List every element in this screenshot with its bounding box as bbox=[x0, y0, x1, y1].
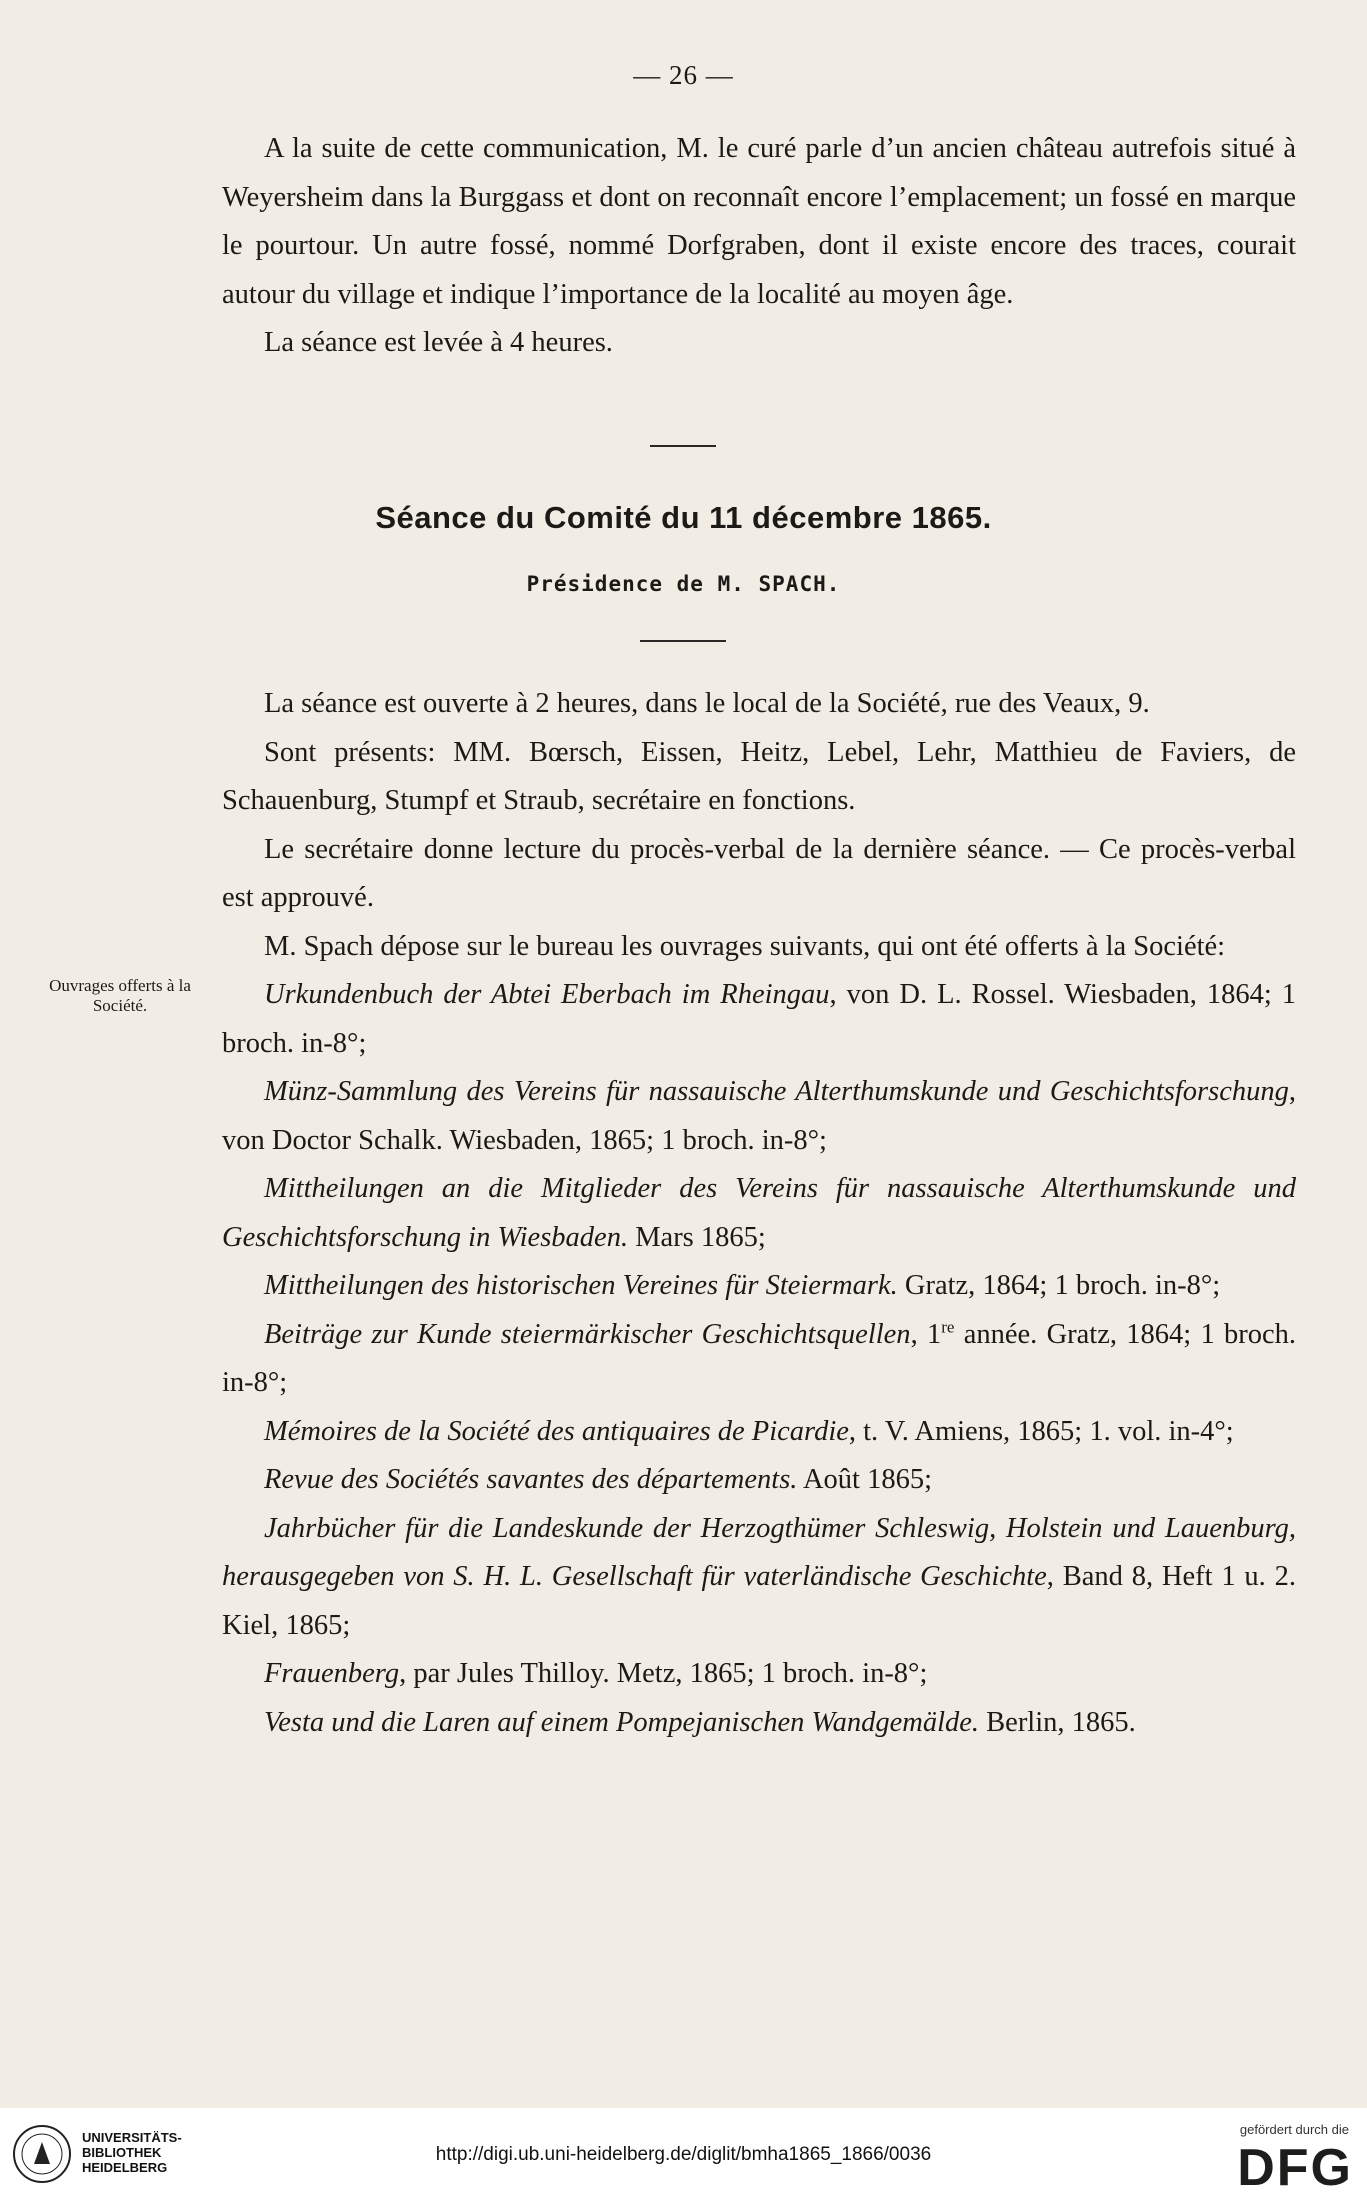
work-title: Urkundenbuch der Abtei Eberbach im Rheingau bbox=[264, 979, 830, 1010]
work-entry bbox=[222, 1505, 1296, 1651]
page-number: — 26 — bbox=[633, 60, 734, 90]
work-details: , von D. L. Rossel. Wiesbaden, 1864; 1 broch. in-8°; bbox=[222, 979, 1296, 1059]
digitization-footer bbox=[0, 2108, 1367, 2205]
university-line-2: BIBLIOTHEK bbox=[82, 2145, 162, 2160]
intro-paragraph-1: A la suite de cette communication, M. le curé parle d’un ancien château autrefois situé à Weyersheim dans la Burggass et dont on reconnaît encore l’emplacement; un fossé en marque le pourtour. Un autre fossé, nommé Dorfgraben, dont il existe encore des traces, courait autour du village et indique l’importance de la localité au moyen âge. bbox=[222, 133, 1296, 310]
superscript: re bbox=[941, 1317, 955, 1336]
work-title: Vesta und die Laren auf einem Pompejanischen Wandgemälde. bbox=[264, 1706, 980, 1738]
minutes-text bbox=[222, 680, 1296, 1747]
work-details: Août 1865; bbox=[797, 1464, 933, 1495]
work-details: année. Gratz, 1864; 1 broch. in-8°; bbox=[222, 1318, 1296, 1398]
source-url[interactable]: http://digi.ub.uni-heidelberg.de/diglit/bmha1865_1866/0036 bbox=[435, 2144, 932, 2165]
sponsor-caption: gefördert durch die bbox=[1239, 2122, 1349, 2137]
work-entry bbox=[222, 1262, 1296, 1311]
work-entry bbox=[222, 1165, 1296, 1262]
work-entry bbox=[222, 1311, 1296, 1408]
work-title: Mémoires de la Société des antiquaires de Picardie bbox=[264, 1415, 849, 1447]
work-title: Mittheilungen an die Mitglieder des Vereins für nassauische Alterthumskunde und Geschichtsforschung in Wiesbaden. bbox=[222, 1173, 1296, 1253]
separator-rule bbox=[650, 445, 716, 447]
university-line-3: HEIDELBERG bbox=[82, 2160, 168, 2175]
intro-text bbox=[222, 125, 1296, 368]
work-details: Mars 1865; bbox=[628, 1221, 766, 1253]
body-paragraph-3: Le secrétaire donne lecture du procès-verbal de la dernière séance. — Ce procès-verbal est approuvé. bbox=[222, 833, 1296, 913]
dfg-logo: DFG bbox=[1237, 2139, 1353, 2197]
intro-paragraph-2: La séance est levée à 4 heures. bbox=[264, 327, 613, 358]
work-title: Beiträge zur Kunde steiermärkischer Geschichtsquellen bbox=[264, 1318, 911, 1350]
work-title: Mittheilungen des historischen Vereines für Steiermark. bbox=[264, 1270, 898, 1301]
university-line-1: UNIVERSITÄTS- bbox=[82, 2130, 182, 2145]
work-entry bbox=[222, 1408, 1296, 1457]
presidence-line: Présidence de M. SPACH. bbox=[526, 572, 841, 596]
work-title: Jahrbücher für die Landeskunde der Herzogthümer Schleswig, Holstein und Lauenburg, herausgegeben von S. H. L. Gesellschaft für vaterländische Geschichte bbox=[222, 1512, 1296, 1592]
work-details: Gratz, 1864; 1 broch. in-8°; bbox=[897, 1270, 1221, 1301]
margin-note: Ouvrages offerts à la Société. bbox=[49, 976, 191, 1015]
work-entry bbox=[222, 971, 1296, 1068]
work-details: , t. V. Amiens, 1865; 1. vol. in-4°; bbox=[848, 1415, 1234, 1447]
work-entry bbox=[222, 1456, 1296, 1505]
heading-rule bbox=[640, 640, 726, 642]
work-title: Münz-Sammlung des Vereins für nassauische Alterthumskunde und Geschichtsforschung bbox=[264, 1076, 1289, 1107]
work-title: Frauenberg bbox=[264, 1658, 400, 1689]
work-details: , von Doctor Schalk. Wiesbaden, 1865; 1 broch. in-8°; bbox=[222, 1076, 1296, 1156]
work-details: , Band 8, Heft 1 u. 2. Kiel, 1865; bbox=[222, 1561, 1296, 1641]
work-entry bbox=[222, 1068, 1296, 1165]
body-paragraph-2: Sont présents: MM. Bœrsch, Eissen, Heitz, Lebel, Lehr, Matthieu de Faviers, de Schauenburg, Stumpf et Straub, secrétaire en fonctions. bbox=[222, 736, 1296, 816]
work-details: , par Jules Thilloy. Metz, 1865; 1 broch. in-8°; bbox=[399, 1658, 928, 1689]
work-entry bbox=[222, 1650, 1296, 1699]
work-entry bbox=[222, 1699, 1296, 1748]
work-details-pre: , 1 bbox=[910, 1318, 942, 1350]
work-title: Revue des Sociétés savantes des départements. bbox=[264, 1464, 798, 1495]
body-paragraph-1: La séance est ouverte à 2 heures, dans le local de la Société, rue des Veaux, 9. bbox=[264, 688, 1150, 719]
section-title: Séance du Comité du 11 décembre 1865. bbox=[375, 500, 992, 535]
body-paragraph-4: M. Spach dépose sur le bureau les ouvrages suivants, qui ont été offerts à la Société: bbox=[264, 930, 1226, 962]
work-details: Berlin, 1865. bbox=[979, 1706, 1136, 1738]
